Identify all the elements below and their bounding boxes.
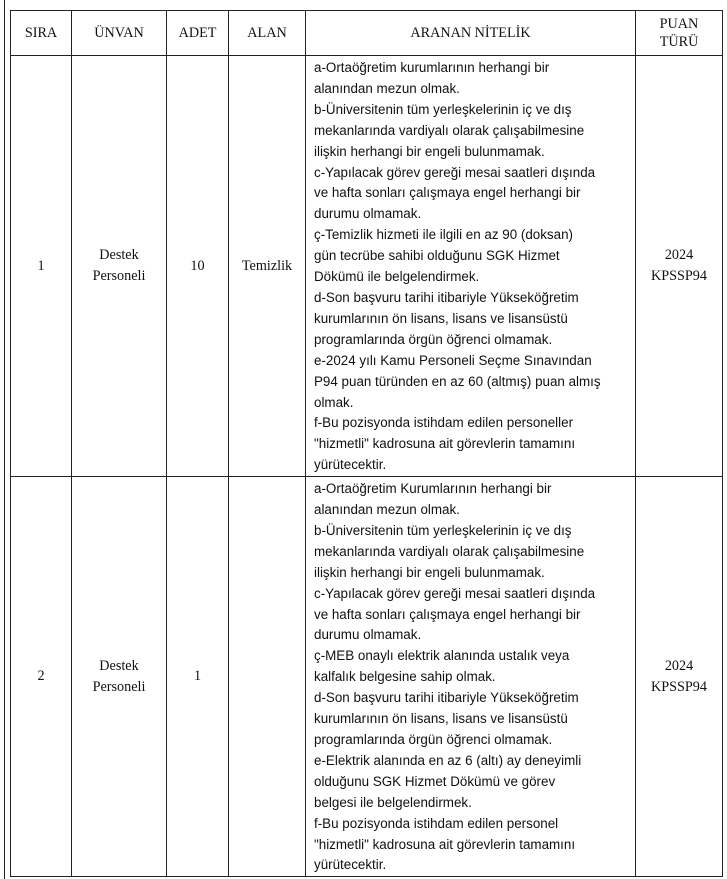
requirement-line: programlarında örgün öğrenci olmamak. [314,331,553,347]
requirement-line: d-Son başvuru tarihi itibariyle Yükseköğretim [314,690,579,706]
header-aranan-nitelik: ARANAN NİTELİK [306,11,636,56]
requirement-line: mekanlarında vardiyalı olarak çalışabilmesine [314,543,585,559]
requirement-line: ilişkin herhangi bir engeli bulunmamak. [314,564,545,580]
puan-line2: KPSSP94 [651,678,707,695]
table-row [11,56,723,477]
unvan-line1: Destek [99,657,139,674]
requirement-line: olduğunu SGK Hizmet Dökümü ve görev [314,773,556,789]
requirement-line: alanından mezun olmak. [314,502,460,518]
cell-aranan-nitelik [306,477,636,877]
requirement-line: "hizmetli" kadrosuna ait görevlerin tamamını [314,436,576,452]
requirement-line: a-Ortaöğretim Kurumlarının herhangi bir [314,481,552,497]
puan-line1: 2024 [664,657,694,674]
requirement-line: programlarında örgün öğrenci olmamak. [314,732,553,747]
puan-line2: KPSSP94 [651,268,707,285]
cell-puan-turu [636,477,723,877]
unvan-line1: Destek [99,247,139,264]
header-sira: SIRA [11,11,72,56]
requirement-line: b-Üniversitenin tüm yerleşkelerinin iç ve dış [314,522,572,538]
requirement-line: belgesi ile belgelendirmek. [314,794,472,810]
cell-adet: 10 [167,56,229,477]
puan-line1: 2024 [664,247,694,264]
header-unvan: ÜNVAN [72,11,167,56]
requirement-line: kurumlarının ön lisans, lisans ve lisansüstü [314,310,568,326]
header-adet: ADET [167,11,229,56]
cell-puan-turu [636,56,723,477]
requirement-line: yürütecektir. [314,857,387,873]
cell-adet: 1 [167,477,229,877]
page-left-rule [4,0,5,879]
cell-sira: 2 [11,477,72,877]
requirement-line: f-Bu pozisyonda istihdam edilen personel [314,815,559,831]
requirement-line: olmak. [314,394,354,410]
cell-alan: Temizlik [229,56,306,477]
requirement-line: e-Elektrik alanında en az 6 (altı) ay deneyimli [314,752,582,768]
unvan-line2: Personeli [92,678,146,695]
requirement-line: f-Bu pozisyonda istihdam edilen personeller [314,415,574,431]
requirement-line: b-Üniversitenin tüm yerleşkelerinin iç ve dış [314,101,572,117]
table-header-row [11,11,723,56]
requirement-line: ve hafta sonları çalışmaya engel herhangi bir [314,185,581,201]
header-puan-line1: PUAN [659,16,699,32]
requirement-line: yürütecektir. [314,457,387,473]
cell-aranan-nitelik [306,56,636,477]
cell-unvan [72,477,167,877]
requirement-line: Dökümü ile belgelendirmek. [314,269,480,285]
requirement-line: durumu olmamak. [314,206,422,222]
requirement-line: e-2024 yılı Kamu Personeli Seçme Sınavından [314,352,592,368]
header-puan-line2: TÜRÜ [659,34,699,50]
requirement-line: kurumlarının ön lisans, lisans ve lisansüstü [314,711,568,727]
position-requirements-table [10,10,723,877]
requirement-line: ve hafta sonları çalışmaya engel herhangi bir [314,606,581,622]
requirement-line: ilişkin herhangi bir engeli bulunmamak. [314,143,545,159]
requirement-line: gün tecrübe sahibi olduğunu SGK Hizmet [314,248,560,264]
requirement-line: P94 puan türünden en az 60 (altmış) puan almış [314,373,601,389]
requirement-line: "hizmetli" kadrosuna ait görevlerin tamamını [314,836,576,852]
requirement-line: a-Ortaöğretim kurumlarının herhangi bir [314,60,550,75]
requirement-line: ç-Temizlik hizmeti ile ilgili en az 90 (doksan) [314,227,573,243]
cell-alan [229,477,306,877]
requirement-line: alanından mezun olmak. [314,80,460,96]
requirement-line: mekanlarında vardiyalı olarak çalışabilmesine [314,122,585,138]
cropped-text-strip [0,0,727,6]
cell-sira: 1 [11,56,72,477]
header-puan-turu [636,11,723,56]
requirement-line: d-Son başvuru tarihi itibariyle Yükseköğretim [314,289,579,305]
header-alan: ALAN [229,11,306,56]
table-row [11,477,723,877]
requirement-line: c-Yapılacak görev gereği mesai saatleri dışında [314,164,596,180]
requirement-line: kalfalık belgesine sahip olmak. [314,669,496,685]
unvan-line2: Personeli [92,268,146,285]
cell-unvan [72,56,167,477]
requirement-line: c-Yapılacak görev gereği mesai saatleri dışında [314,585,596,601]
requirement-line: durumu olmamak. [314,627,422,643]
requirement-line: ç-MEB onaylı elektrik alanında ustalık veya [314,648,570,664]
